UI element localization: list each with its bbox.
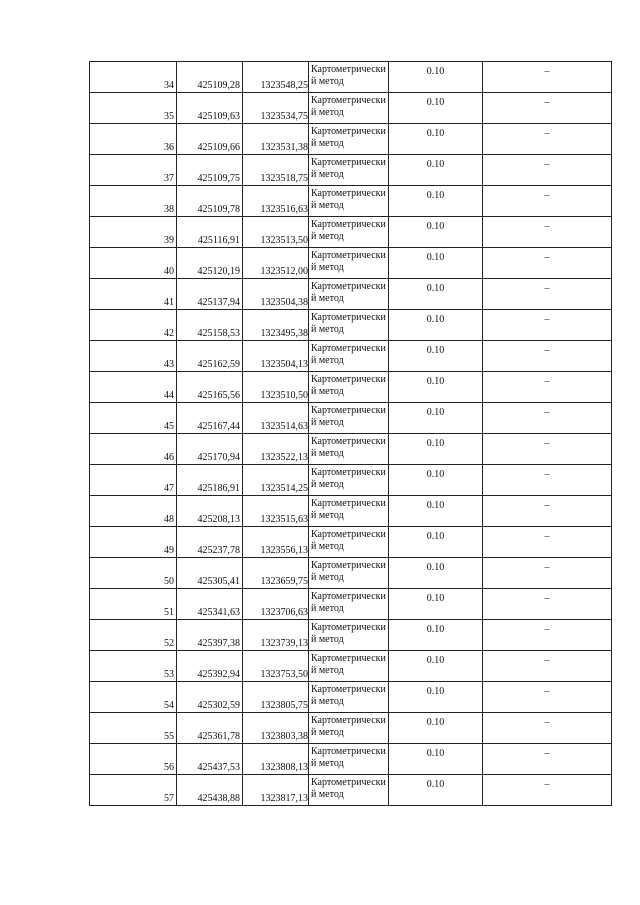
method-text: Картометрический метод	[311, 560, 386, 583]
precision-cell: 0.10	[389, 651, 483, 682]
method-text: Картометрический метод	[311, 95, 386, 118]
method-text: Картометрический метод	[311, 219, 386, 242]
table-row	[90, 93, 612, 124]
precision-cell: 0.10	[389, 527, 483, 558]
table-row	[90, 279, 612, 310]
method-cell	[309, 713, 389, 744]
x-coordinate-cell: 425109,78	[177, 186, 243, 217]
method-text: Картометрический метод	[311, 622, 386, 645]
precision-cell: 0.10	[389, 589, 483, 620]
description-cell: –	[483, 775, 612, 806]
precision-cell: 0.10	[389, 372, 483, 403]
description-cell: –	[483, 744, 612, 775]
method-cell	[309, 682, 389, 713]
precision-cell: 0.10	[389, 558, 483, 589]
x-coordinate-cell: 425170,94	[177, 434, 243, 465]
method-cell	[309, 186, 389, 217]
precision-cell: 0.10	[389, 341, 483, 372]
precision-cell: 0.10	[389, 62, 483, 93]
precision-cell: 0.10	[389, 713, 483, 744]
method-text: Картометрический метод	[311, 281, 386, 304]
table-row	[90, 496, 612, 527]
description-cell: –	[483, 496, 612, 527]
description-cell: –	[483, 310, 612, 341]
point-number-cell: 36	[90, 124, 177, 155]
x-coordinate-cell: 425109,66	[177, 124, 243, 155]
table-row	[90, 713, 612, 744]
y-coordinate-cell: 1323513,50	[243, 217, 309, 248]
method-cell	[309, 124, 389, 155]
method-text: Картометрический метод	[311, 250, 386, 273]
method-cell	[309, 651, 389, 682]
precision-cell: 0.10	[389, 217, 483, 248]
point-number-cell: 47	[90, 465, 177, 496]
description-cell: –	[483, 682, 612, 713]
y-coordinate-cell: 1323514,25	[243, 465, 309, 496]
y-coordinate-cell: 1323808,13	[243, 744, 309, 775]
description-cell: –	[483, 713, 612, 744]
table-row	[90, 155, 612, 186]
y-coordinate-cell: 1323805,75	[243, 682, 309, 713]
precision-cell: 0.10	[389, 496, 483, 527]
table-row	[90, 744, 612, 775]
point-number-cell: 42	[90, 310, 177, 341]
table-row	[90, 527, 612, 558]
precision-cell: 0.10	[389, 434, 483, 465]
precision-cell: 0.10	[389, 403, 483, 434]
coordinates-table-body	[90, 62, 612, 806]
description-cell: –	[483, 403, 612, 434]
point-number-cell: 48	[90, 496, 177, 527]
table-row	[90, 465, 612, 496]
description-cell: –	[483, 527, 612, 558]
point-number-cell: 50	[90, 558, 177, 589]
x-coordinate-cell: 425186,91	[177, 465, 243, 496]
method-text: Картометрический метод	[311, 374, 386, 397]
x-coordinate-cell: 425109,28	[177, 62, 243, 93]
x-coordinate-cell: 425437,53	[177, 744, 243, 775]
method-text: Картометрический метод	[311, 653, 386, 676]
method-text: Картометрический метод	[311, 343, 386, 366]
description-cell: –	[483, 186, 612, 217]
description-cell: –	[483, 62, 612, 93]
point-number-cell: 57	[90, 775, 177, 806]
x-coordinate-cell: 425397,38	[177, 620, 243, 651]
x-coordinate-cell: 425361,78	[177, 713, 243, 744]
table-row	[90, 558, 612, 589]
y-coordinate-cell: 1323495,38	[243, 310, 309, 341]
table-row	[90, 124, 612, 155]
method-cell	[309, 155, 389, 186]
y-coordinate-cell: 1323518,75	[243, 155, 309, 186]
description-cell: –	[483, 155, 612, 186]
y-coordinate-cell: 1323739,13	[243, 620, 309, 651]
y-coordinate-cell: 1323803,38	[243, 713, 309, 744]
y-coordinate-cell: 1323515,63	[243, 496, 309, 527]
table-row	[90, 682, 612, 713]
x-coordinate-cell: 425120,19	[177, 248, 243, 279]
x-coordinate-cell: 425109,63	[177, 93, 243, 124]
method-text: Картометрический метод	[311, 188, 386, 211]
table-row	[90, 217, 612, 248]
precision-cell: 0.10	[389, 248, 483, 279]
x-coordinate-cell: 425137,94	[177, 279, 243, 310]
point-number-cell: 51	[90, 589, 177, 620]
method-text: Картометрический метод	[311, 126, 386, 149]
method-cell	[309, 527, 389, 558]
point-number-cell: 56	[90, 744, 177, 775]
description-cell: –	[483, 341, 612, 372]
method-cell	[309, 434, 389, 465]
precision-cell: 0.10	[389, 155, 483, 186]
y-coordinate-cell: 1323522,13	[243, 434, 309, 465]
method-text: Картометрический метод	[311, 591, 386, 614]
precision-cell: 0.10	[389, 186, 483, 217]
table-row	[90, 403, 612, 434]
table-row	[90, 62, 612, 93]
method-cell	[309, 558, 389, 589]
x-coordinate-cell: 425341,63	[177, 589, 243, 620]
x-coordinate-cell: 425302,59	[177, 682, 243, 713]
method-text: Картометрический метод	[311, 777, 386, 800]
x-coordinate-cell: 425438,88	[177, 775, 243, 806]
point-number-cell: 52	[90, 620, 177, 651]
precision-cell: 0.10	[389, 124, 483, 155]
method-cell	[309, 620, 389, 651]
table-row	[90, 341, 612, 372]
method-cell	[309, 279, 389, 310]
method-text: Картометрический метод	[311, 529, 386, 552]
y-coordinate-cell: 1323510,50	[243, 372, 309, 403]
coordinates-table	[89, 61, 612, 806]
method-text: Картометрический метод	[311, 312, 386, 335]
precision-cell: 0.10	[389, 620, 483, 651]
method-text: Картометрический метод	[311, 498, 386, 521]
method-text: Картометрический метод	[311, 746, 386, 769]
precision-cell: 0.10	[389, 93, 483, 124]
x-coordinate-cell: 425162,59	[177, 341, 243, 372]
description-cell: –	[483, 620, 612, 651]
table-row	[90, 620, 612, 651]
point-number-cell: 44	[90, 372, 177, 403]
point-number-cell: 46	[90, 434, 177, 465]
y-coordinate-cell: 1323514,63	[243, 403, 309, 434]
description-cell: –	[483, 217, 612, 248]
description-cell: –	[483, 279, 612, 310]
method-cell	[309, 217, 389, 248]
x-coordinate-cell: 425165,56	[177, 372, 243, 403]
point-number-cell: 55	[90, 713, 177, 744]
method-text: Картометрический метод	[311, 405, 386, 428]
description-cell: –	[483, 558, 612, 589]
description-cell: –	[483, 589, 612, 620]
precision-cell: 0.10	[389, 279, 483, 310]
point-number-cell: 37	[90, 155, 177, 186]
method-cell	[309, 341, 389, 372]
y-coordinate-cell: 1323531,38	[243, 124, 309, 155]
y-coordinate-cell: 1323534,75	[243, 93, 309, 124]
y-coordinate-cell: 1323504,38	[243, 279, 309, 310]
y-coordinate-cell: 1323556,13	[243, 527, 309, 558]
method-text: Картометрический метод	[311, 64, 386, 87]
point-number-cell: 34	[90, 62, 177, 93]
table-row	[90, 310, 612, 341]
description-cell: –	[483, 465, 612, 496]
point-number-cell: 45	[90, 403, 177, 434]
method-cell	[309, 465, 389, 496]
x-coordinate-cell: 425208,13	[177, 496, 243, 527]
precision-cell: 0.10	[389, 465, 483, 496]
description-cell: –	[483, 434, 612, 465]
point-number-cell: 41	[90, 279, 177, 310]
method-cell	[309, 775, 389, 806]
method-text: Картометрический метод	[311, 436, 386, 459]
precision-cell: 0.10	[389, 310, 483, 341]
x-coordinate-cell: 425237,78	[177, 527, 243, 558]
point-number-cell: 40	[90, 248, 177, 279]
y-coordinate-cell: 1323504,13	[243, 341, 309, 372]
x-coordinate-cell: 425167,44	[177, 403, 243, 434]
y-coordinate-cell: 1323516,63	[243, 186, 309, 217]
table-row	[90, 589, 612, 620]
y-coordinate-cell: 1323753,50	[243, 651, 309, 682]
y-coordinate-cell: 1323512,00	[243, 248, 309, 279]
point-number-cell: 39	[90, 217, 177, 248]
x-coordinate-cell: 425305,41	[177, 558, 243, 589]
x-coordinate-cell: 425109,75	[177, 155, 243, 186]
description-cell: –	[483, 651, 612, 682]
method-text: Картометрический метод	[311, 467, 386, 490]
method-cell	[309, 744, 389, 775]
y-coordinate-cell: 1323659,75	[243, 558, 309, 589]
point-number-cell: 35	[90, 93, 177, 124]
precision-cell: 0.10	[389, 775, 483, 806]
precision-cell: 0.10	[389, 682, 483, 713]
method-text: Картометрический метод	[311, 715, 386, 738]
point-number-cell: 49	[90, 527, 177, 558]
table-row	[90, 775, 612, 806]
description-cell: –	[483, 93, 612, 124]
method-cell	[309, 589, 389, 620]
x-coordinate-cell: 425392,94	[177, 651, 243, 682]
method-text: Картометрический метод	[311, 684, 386, 707]
method-cell	[309, 62, 389, 93]
description-cell: –	[483, 248, 612, 279]
y-coordinate-cell: 1323548,25	[243, 62, 309, 93]
y-coordinate-cell: 1323706,63	[243, 589, 309, 620]
table-row	[90, 248, 612, 279]
method-cell	[309, 403, 389, 434]
description-cell: –	[483, 124, 612, 155]
method-cell	[309, 496, 389, 527]
method-cell	[309, 310, 389, 341]
point-number-cell: 38	[90, 186, 177, 217]
y-coordinate-cell: 1323817,13	[243, 775, 309, 806]
table-row	[90, 434, 612, 465]
method-cell	[309, 248, 389, 279]
point-number-cell: 54	[90, 682, 177, 713]
point-number-cell: 53	[90, 651, 177, 682]
table-row	[90, 186, 612, 217]
description-cell: –	[483, 372, 612, 403]
point-number-cell: 43	[90, 341, 177, 372]
method-cell	[309, 372, 389, 403]
x-coordinate-cell: 425158,53	[177, 310, 243, 341]
precision-cell: 0.10	[389, 744, 483, 775]
method-cell	[309, 93, 389, 124]
x-coordinate-cell: 425116,91	[177, 217, 243, 248]
table-row	[90, 651, 612, 682]
method-text: Картометрический метод	[311, 157, 386, 180]
table-row	[90, 372, 612, 403]
